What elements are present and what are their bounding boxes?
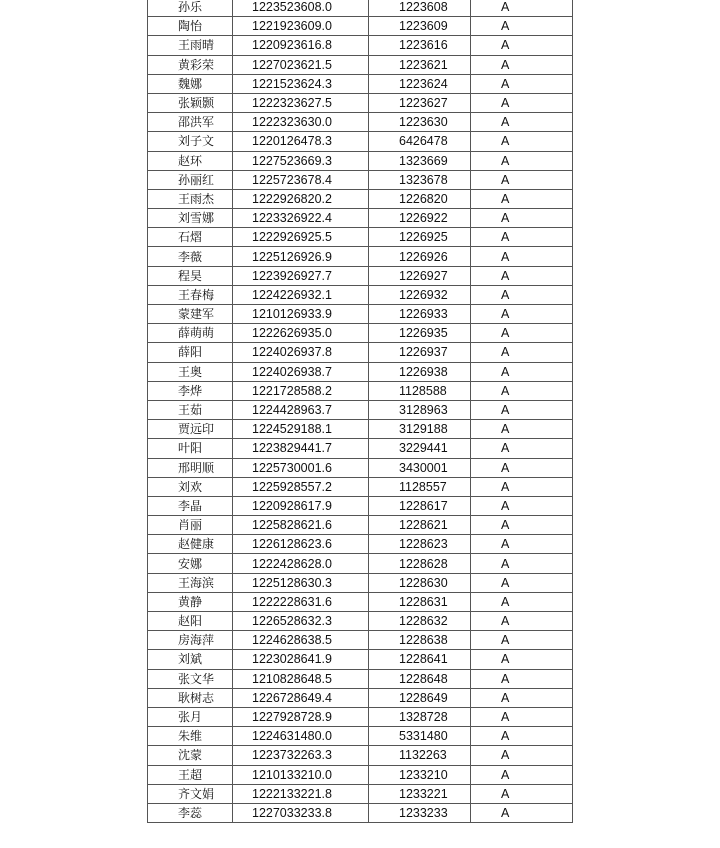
exam-number-cell: 1221923609.0 (233, 17, 369, 36)
grade-cell: A (471, 669, 573, 688)
table-row (148, 362, 573, 381)
table-row (148, 36, 573, 55)
grade-cell: A (471, 765, 573, 784)
id-number-cell: 1228648 (369, 669, 471, 688)
exam-number-cell: 1222926925.5 (233, 228, 369, 247)
name-cell: 程昊 (148, 266, 233, 285)
grade-cell: A (471, 343, 573, 362)
table-row (148, 381, 573, 400)
exam-number-cell: 1226128623.6 (233, 535, 369, 554)
name-cell: 王茹 (148, 400, 233, 419)
name-cell: 刘欢 (148, 477, 233, 496)
table-row (148, 55, 573, 74)
table-row (148, 765, 573, 784)
exam-number-cell: 1223523608.0 (233, 0, 369, 17)
table-row (148, 612, 573, 631)
id-number-cell: 1228632 (369, 612, 471, 631)
exam-number-cell: 1222228631.6 (233, 592, 369, 611)
id-number-cell: 1223630 (369, 113, 471, 132)
grade-cell: A (471, 266, 573, 285)
grade-cell: A (471, 573, 573, 592)
exam-number-cell: 1226728649.4 (233, 688, 369, 707)
name-cell: 叶阳 (148, 439, 233, 458)
name-cell: 耿树志 (148, 688, 233, 707)
id-number-cell: 3128963 (369, 400, 471, 419)
grade-cell: A (471, 439, 573, 458)
id-number-cell: 1132263 (369, 746, 471, 765)
grade-cell: A (471, 592, 573, 611)
id-number-cell: 1226935 (369, 324, 471, 343)
grade-cell: A (471, 516, 573, 535)
id-number-cell: 1226927 (369, 266, 471, 285)
name-cell: 王超 (148, 765, 233, 784)
name-cell: 孙丽红 (148, 170, 233, 189)
name-cell: 黄静 (148, 592, 233, 611)
id-number-cell: 1228628 (369, 554, 471, 573)
id-number-cell: 1223608 (369, 0, 471, 17)
exam-number-cell: 1210828648.5 (233, 669, 369, 688)
grade-cell: A (471, 151, 573, 170)
exam-number-cell: 1225828621.6 (233, 516, 369, 535)
table-row (148, 784, 573, 803)
table-row (148, 458, 573, 477)
grade-cell: A (471, 247, 573, 266)
grade-cell: A (471, 324, 573, 343)
grade-cell: A (471, 305, 573, 324)
table-row (148, 650, 573, 669)
id-number-cell: 1228630 (369, 573, 471, 592)
grade-cell: A (471, 535, 573, 554)
table-row (148, 285, 573, 304)
grade-cell: A (471, 707, 573, 726)
grade-cell: A (471, 17, 573, 36)
table-row (148, 592, 573, 611)
grade-cell: A (471, 170, 573, 189)
name-cell: 薛萌萌 (148, 324, 233, 343)
table-row (148, 17, 573, 36)
table-row (148, 516, 573, 535)
exam-number-cell: 1227523669.3 (233, 151, 369, 170)
grade-cell: A (471, 113, 573, 132)
name-cell: 邢明顺 (148, 458, 233, 477)
exam-number-cell: 1224428963.7 (233, 400, 369, 419)
table-row (148, 746, 573, 765)
table-row (148, 132, 573, 151)
exam-number-cell: 1222626935.0 (233, 324, 369, 343)
grade-cell: A (471, 458, 573, 477)
grade-cell: A (471, 420, 573, 439)
exam-number-cell: 1227023621.5 (233, 55, 369, 74)
id-number-cell: 1226938 (369, 362, 471, 381)
id-number-cell: 1223624 (369, 74, 471, 93)
table-row (148, 420, 573, 439)
name-cell: 沈蒙 (148, 746, 233, 765)
name-cell: 魏娜 (148, 74, 233, 93)
grade-cell: A (471, 612, 573, 631)
grade-cell: A (471, 209, 573, 228)
name-cell: 王春梅 (148, 285, 233, 304)
name-cell: 王海滨 (148, 573, 233, 592)
exam-number-cell: 1223326922.4 (233, 209, 369, 228)
exam-number-cell: 1225723678.4 (233, 170, 369, 189)
table-row (148, 803, 573, 822)
grade-cell: A (471, 189, 573, 208)
exam-number-cell: 1223732263.3 (233, 746, 369, 765)
name-cell: 张颖颢 (148, 93, 233, 112)
name-cell: 王雨杰 (148, 189, 233, 208)
exam-number-cell: 1224226932.1 (233, 285, 369, 304)
name-cell: 李烨 (148, 381, 233, 400)
name-cell: 刘子文 (148, 132, 233, 151)
table-row (148, 343, 573, 362)
exam-number-cell: 1220923616.8 (233, 36, 369, 55)
id-number-cell: 1233221 (369, 784, 471, 803)
id-number-cell: 1233233 (369, 803, 471, 822)
exam-number-cell: 1226528632.3 (233, 612, 369, 631)
exam-number-cell: 1221728588.2 (233, 381, 369, 400)
name-cell: 王奥 (148, 362, 233, 381)
table-row (148, 209, 573, 228)
table-row (148, 305, 573, 324)
id-number-cell: 6426478 (369, 132, 471, 151)
name-cell: 李蕊 (148, 803, 233, 822)
table-row (148, 0, 573, 17)
name-cell: 陶怡 (148, 17, 233, 36)
name-cell: 孙乐 (148, 0, 233, 17)
id-number-cell: 1223609 (369, 17, 471, 36)
grade-cell: A (471, 381, 573, 400)
id-number-cell: 1226932 (369, 285, 471, 304)
name-cell: 安娜 (148, 554, 233, 573)
name-cell: 赵阳 (148, 612, 233, 631)
exam-number-cell: 1222323630.0 (233, 113, 369, 132)
grade-cell: A (471, 496, 573, 515)
name-cell: 刘雪娜 (148, 209, 233, 228)
name-cell: 黄彩荣 (148, 55, 233, 74)
id-number-cell: 1323669 (369, 151, 471, 170)
id-number-cell: 1226937 (369, 343, 471, 362)
name-cell: 薛阳 (148, 343, 233, 362)
grade-cell: A (471, 93, 573, 112)
grade-cell: A (471, 55, 573, 74)
exam-number-cell: 1222428628.0 (233, 554, 369, 573)
exam-number-cell: 1225928557.2 (233, 477, 369, 496)
name-cell: 赵健康 (148, 535, 233, 554)
table-row (148, 324, 573, 343)
id-number-cell: 1223616 (369, 36, 471, 55)
id-number-cell: 1328728 (369, 707, 471, 726)
grade-cell: A (471, 477, 573, 496)
name-cell: 李薇 (148, 247, 233, 266)
id-number-cell: 1228623 (369, 535, 471, 554)
id-number-cell: 1323678 (369, 170, 471, 189)
exam-number-cell: 1223028641.9 (233, 650, 369, 669)
roster-body (148, 0, 573, 823)
grade-cell: A (471, 784, 573, 803)
exam-number-cell: 1224529188.1 (233, 420, 369, 439)
exam-number-cell: 1222133221.8 (233, 784, 369, 803)
exam-number-cell: 1210133210.0 (233, 765, 369, 784)
table-row (148, 535, 573, 554)
name-cell: 蒙建军 (148, 305, 233, 324)
grade-cell: A (471, 400, 573, 419)
table-row (148, 496, 573, 515)
name-cell: 齐文娟 (148, 784, 233, 803)
grade-cell: A (471, 362, 573, 381)
id-number-cell: 1223627 (369, 93, 471, 112)
name-cell: 赵环 (148, 151, 233, 170)
id-number-cell: 1228649 (369, 688, 471, 707)
exam-number-cell: 1225126926.9 (233, 247, 369, 266)
name-cell: 李晶 (148, 496, 233, 515)
table-row (148, 573, 573, 592)
grade-cell: A (471, 0, 573, 17)
id-number-cell: 1226933 (369, 305, 471, 324)
table-row (148, 727, 573, 746)
id-number-cell: 1226925 (369, 228, 471, 247)
id-number-cell: 1226922 (369, 209, 471, 228)
exam-number-cell: 1220126478.3 (233, 132, 369, 151)
exam-number-cell: 1227928728.9 (233, 707, 369, 726)
exam-number-cell: 1224026938.7 (233, 362, 369, 381)
name-cell: 朱维 (148, 727, 233, 746)
name-cell: 张文华 (148, 669, 233, 688)
roster-table (147, 0, 573, 823)
id-number-cell: 1128557 (369, 477, 471, 496)
name-cell: 房海萍 (148, 631, 233, 650)
id-number-cell: 1223621 (369, 55, 471, 74)
grade-cell: A (471, 285, 573, 304)
exam-number-cell: 1223926927.7 (233, 266, 369, 285)
table-row (148, 439, 573, 458)
name-cell: 肖丽 (148, 516, 233, 535)
grade-cell: A (471, 746, 573, 765)
table-row (148, 688, 573, 707)
id-number-cell: 1226926 (369, 247, 471, 266)
exam-number-cell: 1224026937.8 (233, 343, 369, 362)
exam-number-cell: 1227033233.8 (233, 803, 369, 822)
id-number-cell: 3430001 (369, 458, 471, 477)
grade-cell: A (471, 727, 573, 746)
grade-cell: A (471, 650, 573, 669)
grade-cell: A (471, 554, 573, 573)
name-cell: 贾远印 (148, 420, 233, 439)
table-row (148, 266, 573, 285)
id-number-cell: 1226820 (369, 189, 471, 208)
table-row (148, 74, 573, 93)
table-row (148, 93, 573, 112)
id-number-cell: 1228638 (369, 631, 471, 650)
table-row (148, 247, 573, 266)
table-row (148, 631, 573, 650)
name-cell: 石熠 (148, 228, 233, 247)
table-row (148, 228, 573, 247)
table-row (148, 554, 573, 573)
exam-number-cell: 1224631480.0 (233, 727, 369, 746)
table-row (148, 189, 573, 208)
name-cell: 刘斌 (148, 650, 233, 669)
exam-number-cell: 1224628638.5 (233, 631, 369, 650)
id-number-cell: 1228621 (369, 516, 471, 535)
exam-number-cell: 1210126933.9 (233, 305, 369, 324)
id-number-cell: 1128588 (369, 381, 471, 400)
id-number-cell: 1228631 (369, 592, 471, 611)
grade-cell: A (471, 132, 573, 151)
table-row (148, 151, 573, 170)
exam-number-cell: 1222323627.5 (233, 93, 369, 112)
exam-number-cell: 1220928617.9 (233, 496, 369, 515)
table-row (148, 707, 573, 726)
table-row (148, 113, 573, 132)
grade-cell: A (471, 688, 573, 707)
exam-number-cell: 1222926820.2 (233, 189, 369, 208)
id-number-cell: 3129188 (369, 420, 471, 439)
grade-cell: A (471, 631, 573, 650)
exam-number-cell: 1225128630.3 (233, 573, 369, 592)
exam-number-cell: 1223829441.7 (233, 439, 369, 458)
table-row (148, 477, 573, 496)
grade-cell: A (471, 803, 573, 822)
name-cell: 王雨晴 (148, 36, 233, 55)
grade-cell: A (471, 228, 573, 247)
name-cell: 张月 (148, 707, 233, 726)
grade-cell: A (471, 36, 573, 55)
grade-cell: A (471, 74, 573, 93)
table-row (148, 170, 573, 189)
id-number-cell: 3229441 (369, 439, 471, 458)
name-cell: 邵洪军 (148, 113, 233, 132)
table-row (148, 669, 573, 688)
id-number-cell: 5331480 (369, 727, 471, 746)
id-number-cell: 1228617 (369, 496, 471, 515)
exam-number-cell: 1221523624.3 (233, 74, 369, 93)
table-row (148, 400, 573, 419)
exam-number-cell: 1225730001.6 (233, 458, 369, 477)
id-number-cell: 1228641 (369, 650, 471, 669)
id-number-cell: 1233210 (369, 765, 471, 784)
